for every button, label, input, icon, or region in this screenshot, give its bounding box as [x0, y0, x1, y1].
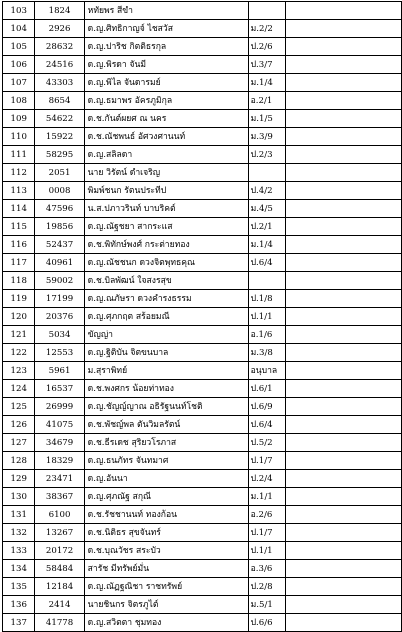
name-cell: ด.ญ.สวิตตา ชุมทอง	[84, 614, 248, 632]
name-cell: ด.ญ.ธนภัทร จันทมาศ	[84, 452, 248, 470]
name-cell: ด.ญ.พิรดา จันมี	[84, 56, 248, 74]
table-row	[3, 398, 402, 416]
class-cell: ม.1/1	[248, 488, 286, 506]
code-cell: 2926	[35, 20, 84, 38]
name-cell: สารัช มีทรัพย์มั่น	[84, 560, 248, 578]
empty-cell	[286, 218, 402, 236]
row-number-cell: 131	[3, 506, 35, 524]
empty-cell	[286, 506, 402, 524]
code-cell: 13267	[35, 524, 84, 542]
table-row	[3, 488, 402, 506]
row-number-cell: 107	[3, 74, 35, 92]
name-cell: ด.ญ.ณัชชนก ดวงจิตพุทธคุณ	[84, 254, 248, 272]
empty-cell	[286, 434, 402, 452]
row-number-cell: 105	[3, 38, 35, 56]
table-body	[3, 2, 402, 632]
row-number-cell: 111	[3, 146, 35, 164]
code-cell: 5034	[35, 326, 84, 344]
row-number-cell: 137	[3, 614, 35, 632]
class-cell: อ.2/1	[248, 92, 286, 110]
code-cell: 23471	[35, 470, 84, 488]
empty-cell	[286, 272, 402, 290]
code-cell: 16537	[35, 380, 84, 398]
empty-cell	[286, 614, 402, 632]
name-cell: ด.ช.พิทักษ์พงศ์ กระต่ายทอง	[84, 236, 248, 254]
class-cell: ป.1/1	[248, 542, 286, 560]
code-cell: 38367	[35, 488, 84, 506]
empty-cell	[286, 200, 402, 218]
code-cell: 2414	[35, 596, 84, 614]
empty-cell	[286, 20, 402, 38]
code-cell: 58295	[35, 146, 84, 164]
row-number-cell: 126	[3, 416, 35, 434]
table-row	[3, 362, 402, 380]
class-cell	[248, 164, 286, 182]
table-row	[3, 380, 402, 398]
table-row	[3, 56, 402, 74]
class-cell: อนุบาล	[248, 362, 286, 380]
name-cell: ด.ญ.ศิทธิกาญจ์ ไชสวัส	[84, 20, 248, 38]
name-cell: ด.ช.กันต์ผยศ ณ นคร	[84, 110, 248, 128]
class-cell: ป.6/4	[248, 254, 286, 272]
row-number-cell: 122	[3, 344, 35, 362]
table-row	[3, 38, 402, 56]
class-cell: ป.2/8	[248, 578, 286, 596]
empty-cell	[286, 470, 402, 488]
empty-cell	[286, 128, 402, 146]
class-cell: ม.2/2	[248, 20, 286, 38]
class-cell: ป.1/1	[248, 308, 286, 326]
name-cell: ด.ช.พงศกร น้อยท่าทอง	[84, 380, 248, 398]
name-cell: ด.ญ.ณัฐชยา สากระแส	[84, 218, 248, 236]
class-cell: ม.3/8	[248, 344, 286, 362]
row-number-cell: 136	[3, 596, 35, 614]
empty-cell	[286, 416, 402, 434]
code-cell: 19856	[35, 218, 84, 236]
name-cell: ด.ช.ณัชพนธ์ อัศวงศานนท์	[84, 128, 248, 146]
name-cell: ด.ญ.ศุภณัฐ สกุณี	[84, 488, 248, 506]
code-cell: 20376	[35, 308, 84, 326]
class-cell: ป.5/2	[248, 434, 286, 452]
class-cell: อ.3/6	[248, 560, 286, 578]
class-cell	[248, 272, 286, 290]
row-number-cell: 118	[3, 272, 35, 290]
code-cell: 5961	[35, 362, 84, 380]
empty-cell	[286, 326, 402, 344]
table-row	[3, 560, 402, 578]
row-number-cell: 130	[3, 488, 35, 506]
name-cell: ด.ญ.ฐิติบัน จิตขนบาล	[84, 344, 248, 362]
table-row	[3, 524, 402, 542]
code-cell: 20172	[35, 542, 84, 560]
name-cell: ด.ญ.ณัฏฐณิชา ราชทรัพย์	[84, 578, 248, 596]
row-number-cell: 106	[3, 56, 35, 74]
class-cell: ป.6/4	[248, 416, 286, 434]
class-cell: ป.1/8	[248, 290, 286, 308]
table-row	[3, 236, 402, 254]
empty-cell	[286, 452, 402, 470]
row-number-cell: 114	[3, 200, 35, 218]
row-number-cell: 112	[3, 164, 35, 182]
code-cell: 59002	[35, 272, 84, 290]
code-cell: 12553	[35, 344, 84, 362]
row-number-cell: 116	[3, 236, 35, 254]
code-cell: 24516	[35, 56, 84, 74]
empty-cell	[286, 344, 402, 362]
empty-cell	[286, 2, 402, 20]
empty-cell	[286, 290, 402, 308]
class-cell: ป.6/9	[248, 398, 286, 416]
row-number-cell: 115	[3, 218, 35, 236]
class-cell: ป.2/6	[248, 38, 286, 56]
empty-cell	[286, 236, 402, 254]
row-number-cell: 104	[3, 20, 35, 38]
class-cell: ป.1/7	[248, 452, 286, 470]
class-cell: ป.2/4	[248, 470, 286, 488]
empty-cell	[286, 92, 402, 110]
row-number-cell: 135	[3, 578, 35, 596]
code-cell: 41075	[35, 416, 84, 434]
code-cell: 2051	[35, 164, 84, 182]
empty-cell	[286, 146, 402, 164]
row-number-cell: 109	[3, 110, 35, 128]
empty-cell	[286, 524, 402, 542]
empty-cell	[286, 596, 402, 614]
table-row	[3, 596, 402, 614]
table-row	[3, 506, 402, 524]
name-cell: ด.ญ.อันนา	[84, 470, 248, 488]
code-cell: 26999	[35, 398, 84, 416]
table-row	[3, 20, 402, 38]
student-table	[2, 1, 402, 632]
class-cell: อ.2/6	[248, 506, 286, 524]
name-cell: ด.ญ.สลิลดา	[84, 146, 248, 164]
row-number-cell: 108	[3, 92, 35, 110]
row-number-cell: 129	[3, 470, 35, 488]
name-cell: ด.ญ.พิไล จันดารมย์	[84, 74, 248, 92]
class-cell: ม.4/5	[248, 200, 286, 218]
empty-cell	[286, 182, 402, 200]
name-cell: น.ส.ปภาวรินท์ บาบริคต์	[84, 200, 248, 218]
class-cell	[248, 2, 286, 20]
code-cell: 0008	[35, 182, 84, 200]
code-cell: 6100	[35, 506, 84, 524]
row-number-cell: 127	[3, 434, 35, 452]
empty-cell	[286, 380, 402, 398]
table-row	[3, 200, 402, 218]
code-cell: 1824	[35, 2, 84, 20]
class-cell: ป.4/2	[248, 182, 286, 200]
name-cell: พิมพ์ชนก รัตนประทีป	[84, 182, 248, 200]
row-number-cell: 125	[3, 398, 35, 416]
empty-cell	[286, 560, 402, 578]
name-cell: ด.ญ.ปาริช กิตติธรกุล	[84, 38, 248, 56]
row-number-cell: 119	[3, 290, 35, 308]
empty-cell	[286, 488, 402, 506]
empty-cell	[286, 74, 402, 92]
code-cell: 58484	[35, 560, 84, 578]
class-cell: อ.1/6	[248, 326, 286, 344]
code-cell: 34679	[35, 434, 84, 452]
table-row	[3, 452, 402, 470]
table-row	[3, 128, 402, 146]
class-cell: ป.6/6	[248, 614, 286, 632]
table-row	[3, 416, 402, 434]
empty-cell	[286, 254, 402, 272]
empty-cell	[286, 398, 402, 416]
empty-cell	[286, 164, 402, 182]
code-cell: 41778	[35, 614, 84, 632]
row-number-cell: 123	[3, 362, 35, 380]
table-row	[3, 110, 402, 128]
empty-cell	[286, 578, 402, 596]
code-cell: 17199	[35, 290, 84, 308]
class-cell: ม.1/4	[248, 236, 286, 254]
table-row	[3, 164, 402, 182]
class-cell: ป.3/7	[248, 56, 286, 74]
class-cell: ป.1/7	[248, 524, 286, 542]
name-cell: ด.ญ.ณภัษรา ดวงคำรงธรรม	[84, 290, 248, 308]
name-cell: ด.ช.รัชชานนท์ ทองก้อน	[84, 506, 248, 524]
row-number-cell: 133	[3, 542, 35, 560]
code-cell: 47596	[35, 200, 84, 218]
name-cell: ด.ช.ธีรเดช สุริยวโรภาส	[84, 434, 248, 452]
table-row	[3, 290, 402, 308]
class-cell: ป.2/1	[248, 218, 286, 236]
empty-cell	[286, 362, 402, 380]
class-cell: ป.2/3	[248, 146, 286, 164]
table-row	[3, 614, 402, 632]
code-cell: 43303	[35, 74, 84, 92]
class-cell: ม.1/5	[248, 110, 286, 128]
name-cell: ด.ญ.ธมาพร อัครภูมิกุล	[84, 92, 248, 110]
class-cell: ป.6/1	[248, 380, 286, 398]
name-cell: ขัญญ่า	[84, 326, 248, 344]
code-cell: 52437	[35, 236, 84, 254]
class-cell: ม.3/9	[248, 128, 286, 146]
code-cell: 28632	[35, 38, 84, 56]
code-cell: 18329	[35, 452, 84, 470]
class-cell: ม.1/4	[248, 74, 286, 92]
empty-cell	[286, 56, 402, 74]
table-row	[3, 578, 402, 596]
row-number-cell: 124	[3, 380, 35, 398]
class-cell: ม.5/1	[248, 596, 286, 614]
table-row	[3, 74, 402, 92]
row-number-cell: 103	[3, 2, 35, 20]
name-cell: ด.ช.บิลพัฒน์ ใจสงรสุข	[84, 272, 248, 290]
table-row	[3, 326, 402, 344]
name-cell: นายชินกร จิตรภูไต์	[84, 596, 248, 614]
table-row	[3, 308, 402, 326]
code-cell: 8654	[35, 92, 84, 110]
name-cell: ด.ช.นิติธร สุขจันทร์	[84, 524, 248, 542]
name-cell: ด.ญ.ศุภกฤต สร้อยมณี	[84, 308, 248, 326]
row-number-cell: 128	[3, 452, 35, 470]
row-number-cell: 121	[3, 326, 35, 344]
name-cell: ด.ช.พัชญ์พล ตันวิมลรัตน์	[84, 416, 248, 434]
code-cell: 54622	[35, 110, 84, 128]
code-cell: 15922	[35, 128, 84, 146]
row-number-cell: 132	[3, 524, 35, 542]
table-row	[3, 344, 402, 362]
name-cell: ด.ญ.ชัญญ์ญาณ อธิรัฐนนท์โชติ	[84, 398, 248, 416]
table-row	[3, 542, 402, 560]
table-row	[3, 470, 402, 488]
row-number-cell: 120	[3, 308, 35, 326]
name-cell: ด.ช.บุณวัชร สระบัว	[84, 542, 248, 560]
table-row	[3, 218, 402, 236]
table-row	[3, 254, 402, 272]
row-number-cell: 117	[3, 254, 35, 272]
row-number-cell: 134	[3, 560, 35, 578]
name-cell: ม.สุราพิทย์	[84, 362, 248, 380]
table-row	[3, 182, 402, 200]
empty-cell	[286, 110, 402, 128]
row-number-cell: 110	[3, 128, 35, 146]
empty-cell	[286, 38, 402, 56]
empty-cell	[286, 542, 402, 560]
name-cell: หทัยพร สีขำ	[84, 2, 248, 20]
code-cell: 40961	[35, 254, 84, 272]
table-row	[3, 272, 402, 290]
row-number-cell: 113	[3, 182, 35, 200]
table-row	[3, 146, 402, 164]
table-row	[3, 434, 402, 452]
empty-cell	[286, 308, 402, 326]
table-row	[3, 92, 402, 110]
code-cell: 12184	[35, 578, 84, 596]
name-cell: นาย วิรัตน์ ดำเจริญ	[84, 164, 248, 182]
table-row	[3, 2, 402, 20]
